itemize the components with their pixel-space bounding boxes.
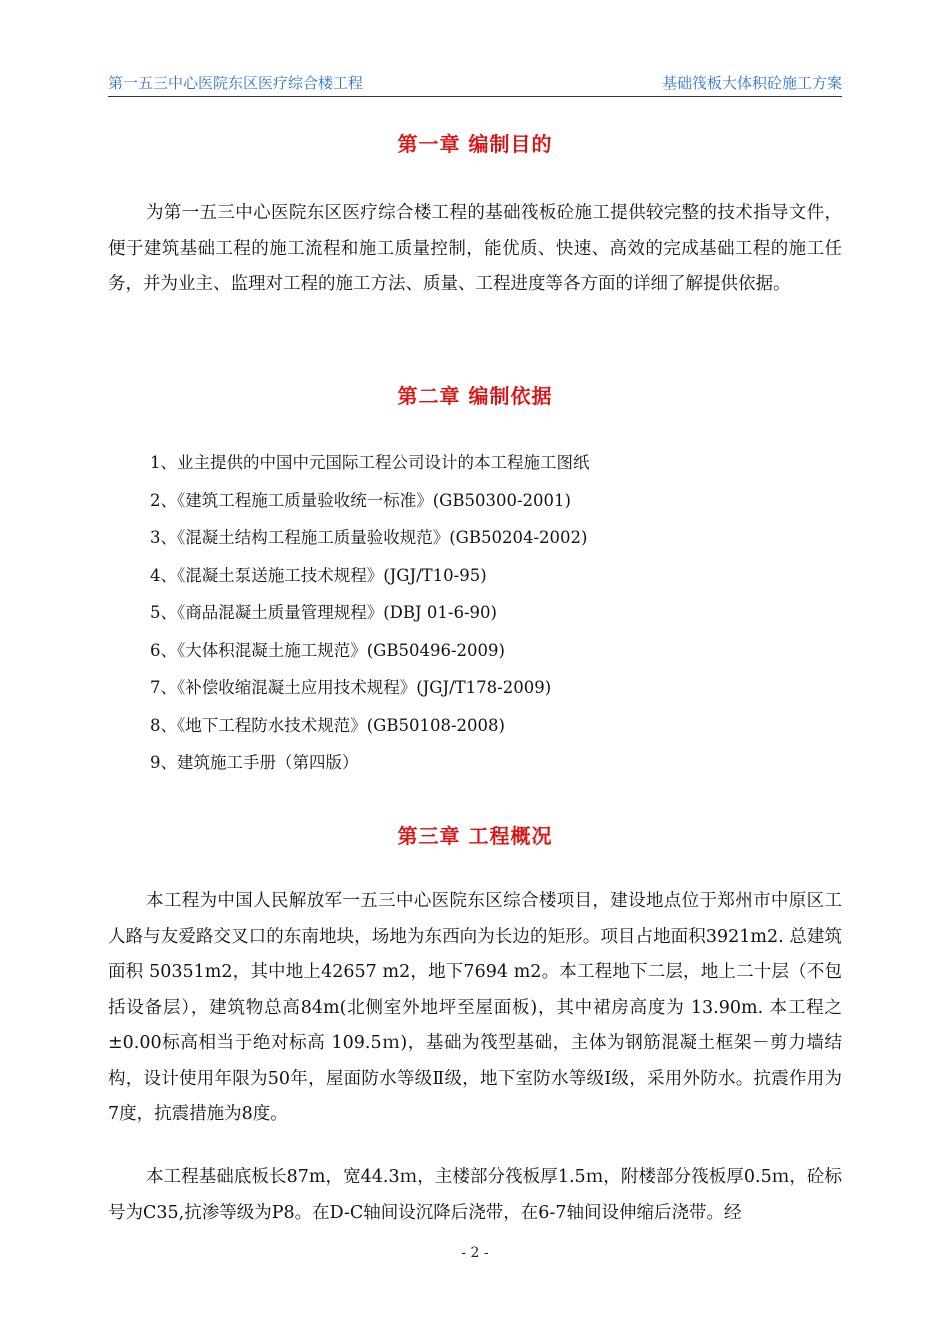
- chapter1-title: 第一章 编制目的: [397, 132, 553, 156]
- reference-item: 3、《混凝土结构工程施工质量验收规范》(GB50204-2002): [150, 528, 588, 547]
- reference-item: 2、《建筑工程施工质量验收统一标准》(GB50300-2001): [150, 490, 571, 510]
- reference-item: 9、建筑施工手册（第四版）: [150, 753, 359, 772]
- chapter1-body: 为第一五三中心医院东区医疗综合楼工程的基础筏板砼施工提供较完整的技术指导文件，便于建筑基础工程的施工流程和施工质量控制，能优质、快速、高效的完成基础工程的施工任务，并为业主、监理对工程的施工方法、质量、工程进度等各方面的详细了解提供依据。: [108, 203, 842, 294]
- chapter2-title: 第二章 编制依据: [397, 384, 553, 408]
- reference-item: 6、《大体积混凝土施工规范》(GB50496-2009): [150, 640, 505, 660]
- reference-item: 1、业主提供的中国中元国际工程公司设计的本工程施工图纸: [150, 453, 590, 472]
- page-number: - 2 -: [461, 1245, 489, 1261]
- reference-item: 5、《商品混凝土质量管理规程》(DBJ 01-6-90): [150, 603, 497, 622]
- chapter3-title: 第三章 工程概况: [397, 824, 553, 848]
- reference-list: [150, 448, 590, 786]
- chapter3-paragraph-2: 本工程基础底板长87m，宽44.3ｍ，主楼部分筏板厚1.5ｍ，附楼部分筏板厚0.5ｍ，砼标号为C35,抗渗等级为P8。在D-C轴间设沉降后浇带，在6-7轴间设伸缩后浇带。经: [108, 1167, 842, 1223]
- reference-item: 8、《地下工程防水技术规范》(GB50108-2008): [150, 715, 505, 735]
- chapter3-paragraph-1: 本工程为中国人民解放军一五三中心医院东区综合楼项目，建设地点位于郑州市中原区工人路与友爱路交叉口的东南地块，场地为东西向为长边的矩形。项目占地面积3921m2. 总建筑面积 50351m2，其中地上42657 m2，地下7694 m2。本工程地下二层，地上二十层（不包括设备层），建筑物总高84m(北侧室外地坪至屋面板)，其中裙房高度为 13.90m. 本工程之±0.00标高相当于绝对标高 109.5ｍ)，基础为筏型基础，主体为钢筋混凝土框架－剪力墙结构，设计使用年限为50年，屋面防水等级Ⅱ级，地下室防水等级Ⅰ级，采用外防水。抗震作用为7度，抗震措施为8度。: [108, 891, 842, 1124]
- header-document-title: 基础筏板大体积砼施工方案: [661, 74, 842, 92]
- reference-item: 4、《混凝土泵送施工技术规程》(JGJ/T10-95): [150, 565, 487, 585]
- header-project-name: 第一五三中心医院东区医疗综合楼工程: [108, 74, 364, 92]
- page-header: [108, 70, 842, 97]
- reference-item: 7、《补偿收缩混凝土应用技术规程》(JGJ/T178-2009): [150, 678, 552, 697]
